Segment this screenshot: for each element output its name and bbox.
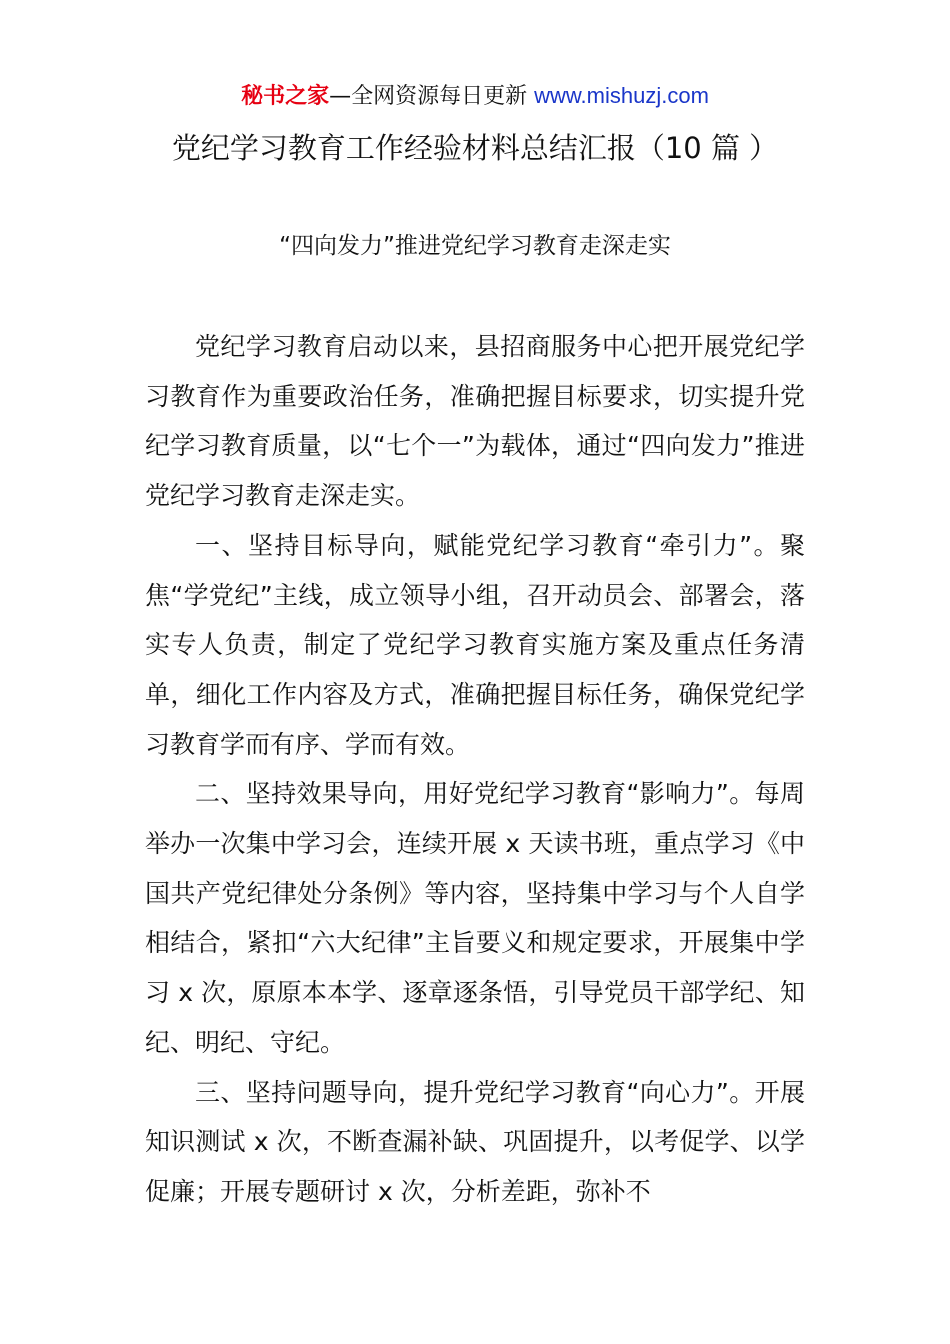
paragraph-section-3: 三、坚持问题导向，提升党纪学习教育“向心力”。开展知识测试 x 次，不断查漏补缺、巩固提升，以考促学、以学促廉；开展专题研讨 x 次，分析差距，弥补不 <box>145 1077 805 1206</box>
document-title: 党纪学习教育工作经验材料总结汇报（10 篇 ） <box>171 131 779 165</box>
document-body <box>145 322 805 1217</box>
section-title: “四向发力”推进党纪学习教育走深走实 <box>279 233 671 259</box>
site-name: 秘书之家 <box>241 84 330 109</box>
paragraph-intro: 党纪学习教育启动以来，县招商服务中心把开展党纪学习教育作为重要政治任务，准确把握目标要求，切实提升党纪学习教育质量，以“七个一”为载体，通过“四向发力”推进党纪学习教育走深走实。 <box>145 332 805 511</box>
site-header <box>0 80 950 113</box>
site-url-link[interactable]: www.mishuzj.com <box>534 83 709 108</box>
paragraph-section-2: 二、坚持效果导向，用好党纪学习教育“影响力”。每周举办一次集中学习会，连续开展 x 天读书班，重点学习《中国共产党纪律处分条例》等内容，坚持集中学习与个人自学相结合，紧扣“六大纪律”主旨要义和规定要求，开展集中学习 x 次，原原本本学、逐章逐条悟，引导党员干部学纪、知纪、明纪、守纪。 <box>145 779 805 1057</box>
paragraph-section-1: 一、坚持目标导向，赋能党纪学习教育“牵引力”。聚焦“学党纪”主线，成立领导小组，召开动员会、部署会，落实专人负责，制定了党纪学习教育实施方案及重点任务清单，细化工作内容及方式，准确把握目标任务，确保党纪学习教育学而有序、学而有效。 <box>145 530 805 759</box>
site-slogan: —全网资源每日更新 <box>329 84 535 109</box>
